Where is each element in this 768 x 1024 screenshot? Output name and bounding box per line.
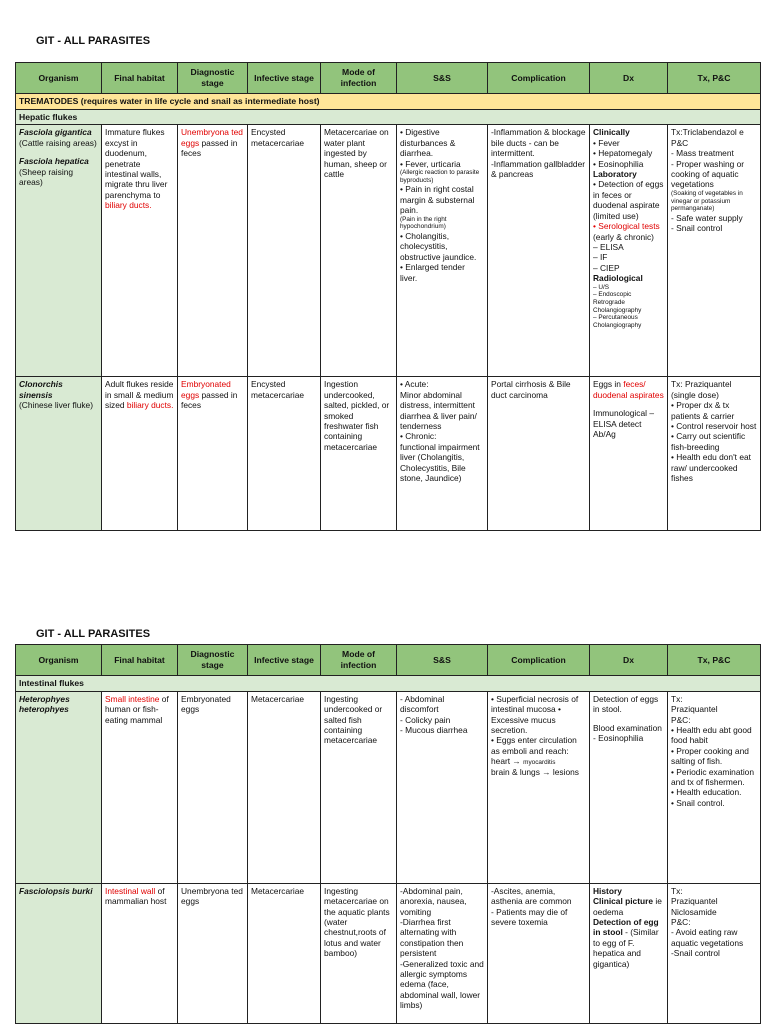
table-row <box>16 377 761 531</box>
dx-cell <box>590 125 668 377</box>
diagnostic-text: passed in feces <box>181 389 238 411</box>
ss-item: • Acute: <box>400 379 429 390</box>
tx-item: - Mass treatment <box>671 148 734 159</box>
habitat-cell <box>102 377 178 531</box>
page2-title: GIT - ALL PARASITES <box>36 628 151 640</box>
ss-note: (Allergic reaction to parasite byproducts) <box>400 169 480 184</box>
subsection-hepatic-flukes: Hepatic flukes <box>16 109 761 125</box>
tx-cell <box>668 691 761 883</box>
tx-item: Praziquantel <box>671 704 718 715</box>
ss-item: • Pain in right costal margin & substernal pain. <box>400 184 475 216</box>
complication-item: - Patients may die of severe toxemia <box>491 906 568 927</box>
organism-name: Fasciolopsis burki <box>19 885 93 896</box>
dx-cell <box>590 691 668 883</box>
col-header-diagnostic-stage: Diagnostic stage <box>178 63 248 94</box>
ss-item: -Abdominal pain, anorexia, nausea, vomiting <box>400 885 467 917</box>
tx-item: • Snail control. <box>671 797 725 808</box>
habitat-cell <box>102 883 178 1023</box>
tx-item: Tx: Praziquantel (single dose) <box>671 379 732 400</box>
diagnostic-highlight: Unembryona ted eggs <box>181 127 243 148</box>
dx-heading: Detection of egg in stool <box>593 916 659 938</box>
diagnostic-cell <box>178 377 248 531</box>
page1-title: GIT - ALL PARASITES <box>36 35 151 47</box>
organism-cell <box>16 125 102 377</box>
col-header-final-habitat: Final habitat <box>102 63 178 94</box>
col-header-final-habitat: Final habitat <box>102 645 178 676</box>
complication-item: -Inflammation & blockage bile ducts - can be intermittent. <box>491 127 586 159</box>
dx-heading: Clinical picture <box>593 896 654 907</box>
tx-item: P&C <box>671 137 689 148</box>
col-header-complication: Complication <box>488 63 590 94</box>
table-row <box>16 883 761 1023</box>
organism-cell <box>16 883 102 1023</box>
dx-item: – CIEP <box>593 262 620 273</box>
mode-cell: Metacercariae on water plant ingested by human, sheep or cattle <box>321 125 397 377</box>
organism-name: Fasciola gigantica <box>19 127 92 138</box>
tx-cell <box>668 125 761 377</box>
dx-heading: History <box>593 885 622 896</box>
ss-item: • Digestive disturbances & diarrhea. <box>400 127 456 159</box>
dx-cell <box>590 883 668 1023</box>
dx-item: – IF <box>593 252 608 263</box>
dx-heading: Laboratory <box>593 169 637 179</box>
organism-name: Heterophyes heterophyes <box>19 693 70 715</box>
header-row <box>16 645 761 676</box>
col-header-infective-stage: Infective stage <box>248 645 321 676</box>
subsection-intestinal-flukes: Intestinal flukes <box>16 676 761 692</box>
dx-item: (early & chronic) <box>593 231 654 242</box>
page1-table <box>15 62 761 531</box>
col-header-organism: Organism <box>16 645 102 676</box>
tx-item: • Control reservoir host <box>671 421 757 431</box>
diagnostic-text: passed in feces <box>181 137 238 159</box>
ss-item: - Mucous diarrhea <box>400 724 468 735</box>
dx-heading: Radiological <box>593 273 643 284</box>
diagnostic-cell <box>178 125 248 377</box>
tx-item: - Proper washing or cooking of aquatic vegetations <box>671 158 745 190</box>
complication-cell <box>488 883 590 1023</box>
tx-item: • Proper cooking and salting of fish. <box>671 745 749 767</box>
mode-cell: Ingestion undercooked, salted, pickled, or smoked freshwater fish containing metacercariae <box>321 377 397 531</box>
ss-item: Minor abdominal distress, intermittent diarrhea & liver pain/ tenderness <box>400 389 477 431</box>
col-header-ss: S&S <box>397 63 488 94</box>
habitat-text: of human or fish-eating mammal <box>105 693 169 725</box>
habitat-highlight: Small intestine <box>105 693 160 704</box>
ss-item: functional impairment liver (Cholangitis, Cholecystitis, Bile stone, Jaundice) <box>400 441 480 484</box>
dx-item: Detection of eggs in stool. <box>593 693 659 715</box>
organism-note: (Chinese liver fluke) <box>19 400 94 411</box>
organism-name: Clonorchis sinensis <box>19 379 63 400</box>
complication-cell: Portal cirrhosis & Bile duct carcinoma <box>488 377 590 531</box>
complication-note: myocarditis <box>523 759 556 767</box>
diagnostic-cell: Unembryona ted eggs <box>178 883 248 1023</box>
tx-item: - Avoid eating raw aquatic vegetations <box>671 927 744 948</box>
dx-highlight: • Serological tests <box>593 221 660 232</box>
col-header-dx: Dx <box>590 63 668 94</box>
dx-item: • Hepatomegaly <box>593 148 653 159</box>
tx-cell <box>668 377 761 531</box>
infective-cell: Encysted metacercariae <box>248 125 321 377</box>
organism-note: (Cattle raising areas) <box>19 137 97 148</box>
section-trematodes: TREMATODES (requires water in life cycle and snail as intermediate host) <box>16 94 761 110</box>
mode-cell: Ingesting metacercariae on the aquatic plants (water chestnut,roots of lotus and water bamboo) <box>321 883 397 1023</box>
table-row <box>16 691 761 883</box>
col-header-mode-of-infection: Mode of infection <box>321 645 397 676</box>
tx-note: (Soaking of vegetables in vinegar or potassium permanganate) <box>671 189 743 213</box>
infective-cell: Metacercariae <box>248 691 321 883</box>
dx-item: Eggs in <box>593 379 624 390</box>
ss-item: • Chronic: <box>400 431 437 442</box>
dx-item: - (Similar to egg of F. hepatica and gigantica) <box>593 927 659 969</box>
page2-table <box>15 644 761 1024</box>
organism-note: (Sheep raising areas) <box>19 166 74 187</box>
col-header-diagnostic-stage: Diagnostic stage <box>178 645 248 676</box>
tx-item: Tx:Triclabendazol e <box>671 127 744 138</box>
dx-item: – ELISA <box>593 241 624 252</box>
tx-item: - Snail control <box>671 223 723 234</box>
tx-item: • Health edu don't eat raw/ undercooked fishes <box>671 452 751 484</box>
infective-cell: Encysted metacercariae <box>248 377 321 531</box>
ss-cell <box>397 883 488 1023</box>
ss-item: • Enlarged tender liver. <box>400 262 465 283</box>
habitat-cell <box>102 691 178 883</box>
infective-cell: Metacercariae <box>248 883 321 1023</box>
complication-item: heart → <box>491 756 521 767</box>
ss-cell <box>397 125 488 377</box>
dx-item: – U/S <box>593 283 609 291</box>
dx-highlight: feces/ duodenal aspirates <box>593 379 664 400</box>
tx-item: • Proper dx & tx patients & carrier <box>671 400 735 421</box>
complication-item: -Ascites, anemia, asthenia are common <box>491 885 572 907</box>
habitat-text: of mammalian host <box>105 885 167 907</box>
ss-note: (Pain in the right hypochondrium) <box>400 215 447 231</box>
dx-item: – Endoscopic Retrograde Cholangiography <box>593 291 642 314</box>
mode-cell: Ingesting undercooked or salted fish containing metacercariae <box>321 691 397 883</box>
dx-heading: Clinically <box>593 127 630 138</box>
table-row <box>16 125 761 377</box>
header-row <box>16 63 761 94</box>
col-header-tx-pc: Tx, P&C <box>668 645 761 676</box>
tx-item: - Safe water supply <box>671 212 743 223</box>
tx-item: P&C: <box>671 916 691 927</box>
dx-item: Immunological – ELISA detect Ab/Ag <box>593 408 654 439</box>
tx-item: Praziquantel <box>671 896 718 907</box>
tx-item: • Carry out scientific fish-breeding <box>671 431 746 452</box>
ss-cell <box>397 691 488 883</box>
col-header-tx-pc: Tx, P&C <box>668 63 761 94</box>
col-header-organism: Organism <box>16 63 102 94</box>
tx-item: Tx: <box>671 693 683 704</box>
complication-item: • Superficial necrosis of intestinal mucosa • Excessive mucus secretion. <box>491 693 579 735</box>
tx-item: • Periodic examination and tx of fishermen. <box>671 766 755 788</box>
ss-item: - Colicky pain <box>400 714 451 725</box>
col-header-mode-of-infection: Mode of infection <box>321 63 397 94</box>
dx-item: Blood examination - Eosinophilia <box>593 722 662 743</box>
ss-item: • Fever, urticaria <box>400 158 461 169</box>
complication-item: brain & lungs → lesions <box>491 766 579 777</box>
ss-item: -Diarrhea first alternating with constipation then persistent <box>400 916 464 959</box>
dx-item: • Fever <box>593 137 620 148</box>
col-header-dx: Dx <box>590 645 668 676</box>
tx-item: -Snail control <box>671 948 720 959</box>
tx-item: • Health education. <box>671 787 742 798</box>
habitat-highlight: Intestinal wall <box>105 885 156 896</box>
complication-cell <box>488 691 590 883</box>
habitat-text: Adult flukes reside in small & medium sized <box>105 379 174 411</box>
diagnostic-cell: Embryonated eggs <box>178 691 248 883</box>
habitat-highlight: biliary ducts. <box>105 200 152 211</box>
dx-item: • Detection of eggs in feces or duodenal aspirate (limited use) <box>593 179 664 221</box>
col-header-complication: Complication <box>488 645 590 676</box>
diagnostic-highlight: Embryonated eggs <box>181 379 231 400</box>
complication-item: • Eggs enter circulation as emboli and reach: <box>491 735 577 756</box>
tx-cell <box>668 883 761 1023</box>
dx-item: – Percutaneous Cholangiography <box>593 314 642 330</box>
tx-item: Tx: <box>671 885 683 896</box>
organism-cell <box>16 691 102 883</box>
complication-cell <box>488 125 590 377</box>
complication-item: -Inflammation gallbladder & pancreas <box>491 158 586 179</box>
habitat-cell <box>102 125 178 377</box>
col-header-infective-stage: Infective stage <box>248 63 321 94</box>
habitat-text: Immature flukes excyst in duodenum, penetrate intestinal walls, migrate thru liver parenchyma to <box>105 127 168 200</box>
ss-item: -Generalized toxic and allergic symptoms edema (face, abdominal wall, lower limbs) <box>400 958 484 1011</box>
dx-item: ie oedema <box>593 896 662 917</box>
ss-cell <box>397 377 488 531</box>
organism-cell <box>16 377 102 531</box>
tx-item: P&C: <box>671 714 691 725</box>
habitat-highlight: biliary ducts. <box>126 400 174 411</box>
ss-item: • Cholangitis, cholecystitis, obstructive jaundice. <box>400 231 477 262</box>
dx-cell <box>590 377 668 531</box>
dx-item: • Eosinophilia <box>593 158 644 169</box>
tx-item: • Health edu abt good food habit <box>671 724 752 746</box>
col-header-ss: S&S <box>397 645 488 676</box>
tx-item: Niclosamide <box>671 906 717 917</box>
ss-item: - Abdominal discomfort <box>400 693 445 715</box>
organism-name: Fasciola hepatica <box>19 156 89 167</box>
